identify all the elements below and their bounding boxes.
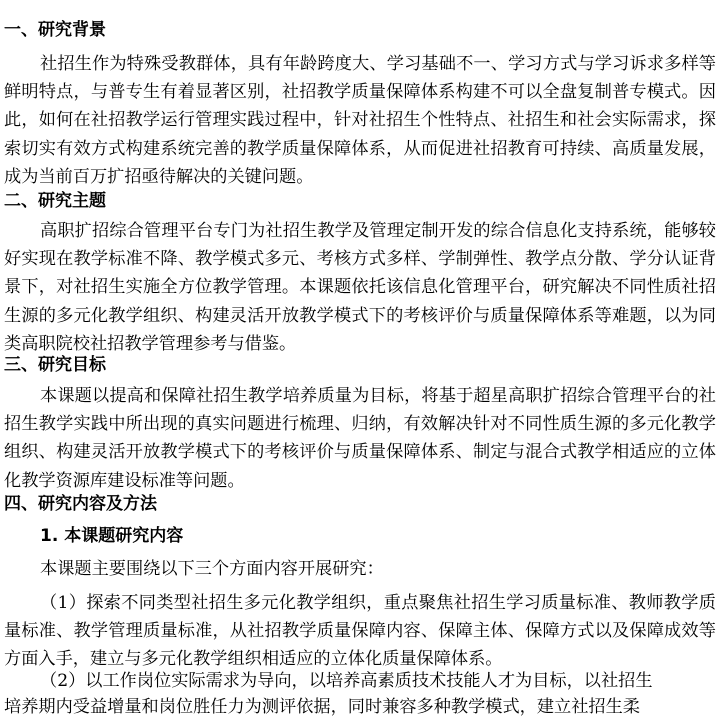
section-paragraph-theme: 高职扩招综合管理平台专门为社招生教学及管理定制开发的综合信息化支持系统，能够较好实现在教学标准不降、教学模式多元、考核方式多样、学制弹性、教学点分散、学分认证背景下，对社招生实施全方位教学管理。本课题依托该信息化管理平台，研究解决不同性质社招生源的多元化教学组织、构建灵活开放教学模式下的考核评价与质量保障体系等难题，以为同类高职院校社招教学管理参考与借鉴。 <box>4 221 716 354</box>
list-item-2-line-1: （2）以工作岗位实际需求为导向，以培养高素质技术技能人才为目标，以社招生 <box>40 671 653 691</box>
section-heading-content-methods: 四、研究内容及方法 <box>4 494 157 514</box>
section-heading-goals: 三、研究目标 <box>4 355 106 375</box>
section-heading-background: 一、研究背景 <box>4 20 106 40</box>
list-item-2-line-2: 培养期内受益增量和岗位胜任力为测评依据，同时兼容多种教学模式，建立社招生柔 <box>4 697 640 717</box>
section-paragraph-background: 社招生作为特殊受教群体，具有年龄跨度大、学习基础不一、学习方式与学习诉求多样等鲜明特点，与普专生有着显著区别，社招教学质量保障体系构建不可以全盘复制普专模式。因此，如何在社招教学运行管理实践过程中，针对社招生个性特点、社招生和社会实际需求，探索切实有效方式构建系统完善的教学质量保障体系，从而促进社招教育可持续、高质量发展，成为当前百万扩招亟待解决的关键问题。 <box>4 54 716 187</box>
section-paragraph-goals: 本课题以提高和保障社招生教学培养质量为目标，将基于超星高职扩招综合管理平台的社招生教学实践中所出现的真实问题进行梳理、归纳，有效解决针对不同性质生源的多元化教学组织、构建灵活开放教学模式下的考核评价与质量保障体系、制定与混合式教学相适应的立体化教学资源库建设标准等问题。 <box>4 386 716 491</box>
section-heading-theme: 二、研究主题 <box>4 191 106 211</box>
intro-text: 本课题主要围绕以下三个方面内容开展研究： <box>40 559 384 579</box>
subsection-heading-research-content: 1. 本课题研究内容 <box>40 526 184 546</box>
list-item-1: （1）探索不同类型社招生多元化教学组织，重点聚焦社招生学习质量标准、教师教学质量标准、教学管理质量标准，从社招教学质量保障内容、保障主体、保障方式以及保障成效等方面入手，建立与多元化教学组织相适应的立体化质量保障体系。 <box>4 593 716 670</box>
